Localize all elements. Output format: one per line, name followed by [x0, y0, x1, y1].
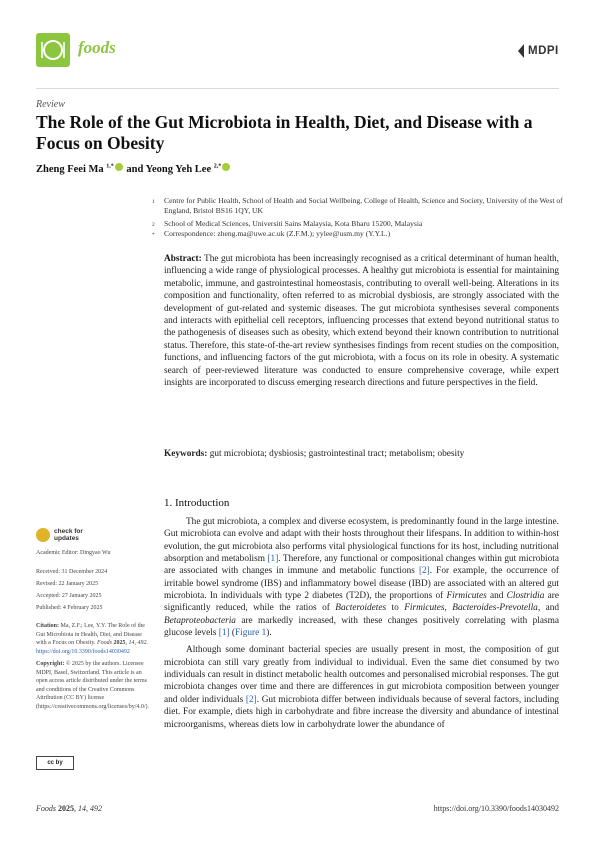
paragraph: The gut microbiota, a complex and diverse ecosystem, is predominantly found in the large intestine. Gut microbiota can evolve and adapt with their hosts throughout their lifespans. In addition to within-host evolution, the gut microbiota also performs vital physiological functions for its host, including nutritional absorption and metabolism [1]. Therefore, any functional or compositional changes within gut microbiota are associated with changes in immune and metabolic functions [2]. For example, the occurrence of irritable bowel syndrome (IBS) and inflammatory bowel disease (IBD) are associated with an altered gut microbiota. In individuals with type 2 diabetes (T2D), the proportions of Firmicutes and Clostridia are significantly reduced, while the ratios of Bacteroidetes to Firmicutes, Bacteroides-Prevotella, and Betaproteobacteria are markedly increased, with these changes positively correlating with plasma glucose levels [1] (Figure 1). — [164, 517, 560, 639]
plate-icon — [36, 33, 70, 67]
article-title: The Role of the Gut Microbiota in Health, Diet, and Disease with a Focus on Obesity — [36, 112, 533, 153]
affiliation: 2 School of Medical Sciences, Universiti Sains Malaysia, Kota Bharu 15200, Malaysia — [152, 219, 423, 228]
accepted-date: Accepted: 27 January 2025 — [36, 593, 102, 599]
abstract — [164, 253, 559, 389]
publisher-name: MDPI — [528, 45, 559, 57]
author-name[interactable]: Yeong Yeh Lee — [145, 164, 212, 175]
orcid-icon[interactable] — [222, 163, 230, 171]
author-list — [36, 163, 231, 175]
author-sup: 2,* — [213, 163, 222, 170]
reference-link[interactable]: [1] — [218, 628, 230, 639]
article-type: Review — [36, 99, 65, 110]
author-name[interactable]: Zheng Feei Ma — [36, 164, 104, 175]
abstract-text: The gut microbiota has been increasingly recognised as a critical determinant of human health, influencing a wide range of physiological processes. A healthy gut microbiota is essential for maintaining metabolic, immune, and gastrointestinal homeostasis, contributing to overall well-being. Alterations in its composition and functionality, often referred to as microbial dysbiosis, are strongly associated with the development of gut-related and systemic diseases. The gut microbiota synthesises several components and interacts with epithelial cell receptors, influencing processes that extend beyond nutritional status to the pathogenesis of diseases such as obesity, which extend beyond their known contribution to nutritional status. Therefore, this state-of-the-art review synthesises findings from recent studies on the composition, functions, and influencing factors of the gut microbiota, with a focus on its role in obesity. A systematic search of peer-reviewed literature was conducted to ensure comprehensive coverage, while expert insights are incorporated to discuss emerging research directions and future perspectives in the field. — [164, 254, 560, 389]
published-date: Published: 4 February 2025 — [36, 605, 103, 611]
keywords-label: Keywords: — [164, 449, 208, 459]
figure-link[interactable]: Figure 1 — [235, 628, 267, 639]
footer-doi[interactable]: https://doi.org/10.3390/foods14030492 — [433, 804, 559, 813]
paragraph: Although some dominant bacterial species are usually present in most, the composition of gut microbiota can still vary greatly from individual to individual. Even the same diet consumed by two individuals can result in distinct metabolic health outcomes and personalised microbial responses. The gut microbiota changes over time and there are differences in gut microbiota composition between younger and older individuals [2]. Gut microbiota differ between individuals because of several factors, including diet. For example, diets high in carbohydrate and fibre increase the diversity and abundance of intestinal microorganisms, whereas diets low in carbohydrate lower the abundance of — [164, 645, 559, 730]
check-for-updates-icon[interactable] — [36, 528, 50, 542]
affiliation: 1 Centre for Public Health, School of Health and Social Wellbeing, College of Health, Science and Society, University of the West of England, Bristol BS16 1QY, UK — [152, 196, 563, 215]
abstract-label: Abstract: — [164, 254, 202, 264]
reference-link[interactable]: [2] — [245, 694, 257, 705]
received-date: Received: 31 December 2024 — [36, 569, 108, 575]
section-heading: 1. Introduction — [164, 497, 230, 509]
keywords — [164, 448, 559, 460]
header-divider — [36, 88, 559, 89]
citation-doi-link[interactable]: https://doi.org/10.3390/foods14030492 — [36, 648, 130, 655]
body-text — [164, 516, 559, 731]
copyright-notice: Copyright: © 2025 by the authors. Licensee MDPI, Basel, Switzerland. This article is an open access article distributed under the terms and conditions of the Creative Commons Attribution (CC BY) license (https://creativecommons.org/licenses/by/4.0/). — [36, 661, 150, 710]
orcid-icon[interactable] — [115, 163, 123, 171]
revised-date: Revised: 22 January 2025 — [36, 581, 99, 587]
author-conjunction: and — [126, 164, 144, 175]
footer-citation: Foods 2025, 14, 492 — [36, 804, 102, 813]
journal-name: foods — [78, 38, 116, 57]
check-for-updates[interactable]: check for updates — [54, 528, 83, 542]
reference-link[interactable]: [1] — [267, 554, 279, 565]
citation: Citation: Ma, Z.F.; Lee, Y.Y. The Role of the Gut Microbiota in Health, Diet, and Disease with a Focus on Obesity. Foods 2025, 14, 492. https://doi.org/10.3390/foods14030492 — [36, 623, 148, 655]
reference-link[interactable]: [2] — [418, 566, 430, 577]
correspondence: * Correspondence: zheng.ma@uwe.ac.uk (Z.F.M.); yylee@usm.my (Y.Y.L.) — [152, 229, 391, 238]
cc-license-badge[interactable]: cc by — [36, 756, 74, 770]
author-sup: 1,* — [106, 163, 114, 170]
journal-logo — [36, 33, 70, 67]
academic-editor: Academic Editor: Dingyao Wu — [36, 550, 111, 556]
keywords-text: gut microbiota; dysbiosis; gastrointestinal tract; metabolism; obesity — [209, 449, 465, 459]
